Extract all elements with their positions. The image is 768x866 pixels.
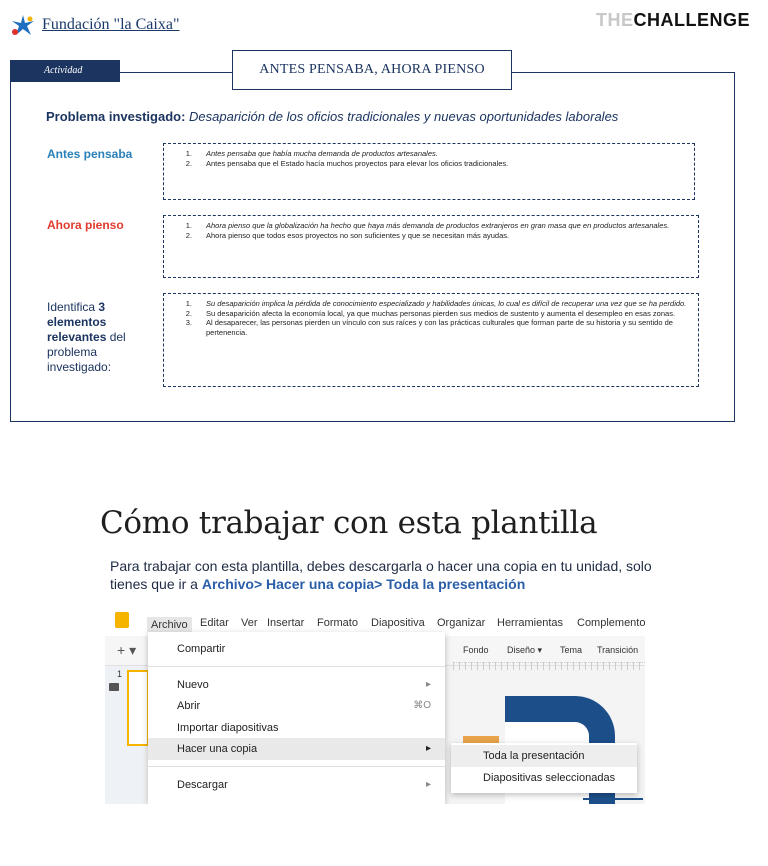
- list-item: 2. Su desaparición afecta la economía local, ya que muchas personas pierden sus medios de sustento y aumenta el desempleo en esas zonas.: [185, 308, 676, 318]
- shortcut-label: ⌘O: [413, 700, 431, 711]
- add-slide-button[interactable]: + ▾: [117, 642, 137, 658]
- slide-badge-icon: [109, 683, 119, 691]
- howto-title: Cómo trabajar con esta plantilla: [100, 505, 598, 541]
- toolbar-diseno[interactable]: Diseño ▾: [507, 645, 543, 655]
- toolbar-transicion[interactable]: Transición: [597, 645, 639, 655]
- menu-separator: [148, 666, 445, 667]
- archivo-dropdown: [148, 632, 445, 804]
- list-item: 1. Antes pensaba que había mucha demanda de productos artesanales.: [185, 149, 438, 158]
- menu-ver[interactable]: Ver: [241, 617, 258, 629]
- list-item: 1. Ahora pienso que la globalización ha hecho que haya más demanda de productos extranjeros en gran masa que en productos artesanales.: [185, 221, 670, 230]
- list-item: 1. Su desaparición implica la pérdida de conocimiento especializado y habilidades únicas, lo cual es difícil de recuperar una vez que se ha perdido.: [185, 299, 687, 308]
- copia-submenu: [451, 743, 637, 793]
- problem-label: Problema investigado:: [46, 109, 186, 124]
- menu-complementos[interactable]: Complemento: [577, 617, 645, 629]
- ahora-pienso-box[interactable]: [163, 215, 699, 278]
- menu-insertar[interactable]: Insertar: [267, 617, 305, 629]
- logo-text: Fundación "la Caixa": [42, 16, 180, 33]
- chevron-right-icon: ▸: [425, 743, 431, 754]
- antes-pensaba-box[interactable]: [163, 143, 695, 200]
- menu-diapositiva[interactable]: Diapositiva: [371, 617, 425, 629]
- chevron-right-icon: ▸: [425, 779, 431, 790]
- toolbar-tema[interactable]: Tema: [560, 645, 583, 655]
- star-logo-icon: [10, 12, 36, 38]
- slide-number: 1: [117, 669, 123, 679]
- menu-item-nuevo[interactable]: Nuevo ▸: [177, 679, 431, 691]
- menu-item-abrir[interactable]: Abrir ⌘O: [177, 700, 431, 712]
- list-item: 2. Ahora pienso que todos esos proyectos no son suficientes y que se necesitan más ayudas.: [185, 230, 510, 240]
- menu-formato[interactable]: Formato: [317, 617, 358, 629]
- submenu-toda-presentacion[interactable]: Toda la presentación: [451, 745, 637, 767]
- list-item: 2. Antes pensaba que el Estado hacía muchos proyectos para elevar los oficios tradicionales.: [185, 158, 509, 168]
- list-item: 3. Al desaparecer, las personas pierden un vínculo con sus raíces y con las prácticas culturales que forman parte de su historia y su sentido de pertenencia.: [185, 318, 673, 337]
- problem-statement: [46, 109, 618, 124]
- ruler: [453, 662, 645, 670]
- howto-text: Para trabajar con esta plantilla, debes descargarla o hacer una copia en tu unidad, solo tienes que ir a Archivo> Hacer una copia> Toda la presentación: [110, 558, 652, 592]
- menu-separator: [148, 766, 445, 767]
- antes-pensaba-label: Antes pensaba: [47, 147, 133, 161]
- identifica-label: Identifica 3 elementos relevantes del problema investigado:: [47, 300, 126, 374]
- menu-item-hacer-copia[interactable]: Hacer una copia ▸: [148, 738, 445, 760]
- menu-item-descargar[interactable]: Descargar ▸: [177, 779, 431, 791]
- activity-tag: Actividad: [10, 60, 120, 82]
- menu-herramientas[interactable]: Herramientas: [497, 617, 564, 629]
- menu-item-importar[interactable]: Importar diapositivas: [177, 722, 279, 734]
- menu-archivo[interactable]: Archivo: [147, 617, 192, 633]
- slides-app-icon: [115, 612, 129, 628]
- activity-title: ANTES PENSABA, AHORA PIENSO: [232, 50, 512, 90]
- toolbar-fondo[interactable]: Fondo: [463, 645, 489, 655]
- slides-menu-screenshot: [105, 608, 645, 804]
- chevron-right-icon: ▸: [425, 679, 431, 690]
- ahora-pienso-label: Ahora pienso: [47, 218, 124, 232]
- menu-organizar[interactable]: Organizar: [437, 617, 486, 629]
- slide-thumbnail[interactable]: [127, 670, 149, 746]
- howto-path: Archivo> Hacer una copia> Toda la presentación: [201, 576, 526, 592]
- the-challenge-brand: THECHALLENGE: [596, 10, 750, 30]
- problem-text: Desaparición de los oficios tradicionales y nuevas oportunidades laborales: [189, 109, 619, 124]
- canvas-line: [583, 798, 643, 800]
- submenu-diapositivas-seleccionadas[interactable]: Diapositivas seleccionadas: [483, 772, 616, 784]
- identifica-box[interactable]: [163, 293, 699, 387]
- menu-item-compartir[interactable]: Compartir: [177, 643, 226, 655]
- menu-editar[interactable]: Editar: [200, 617, 229, 629]
- fundacion-logo: [10, 12, 179, 38]
